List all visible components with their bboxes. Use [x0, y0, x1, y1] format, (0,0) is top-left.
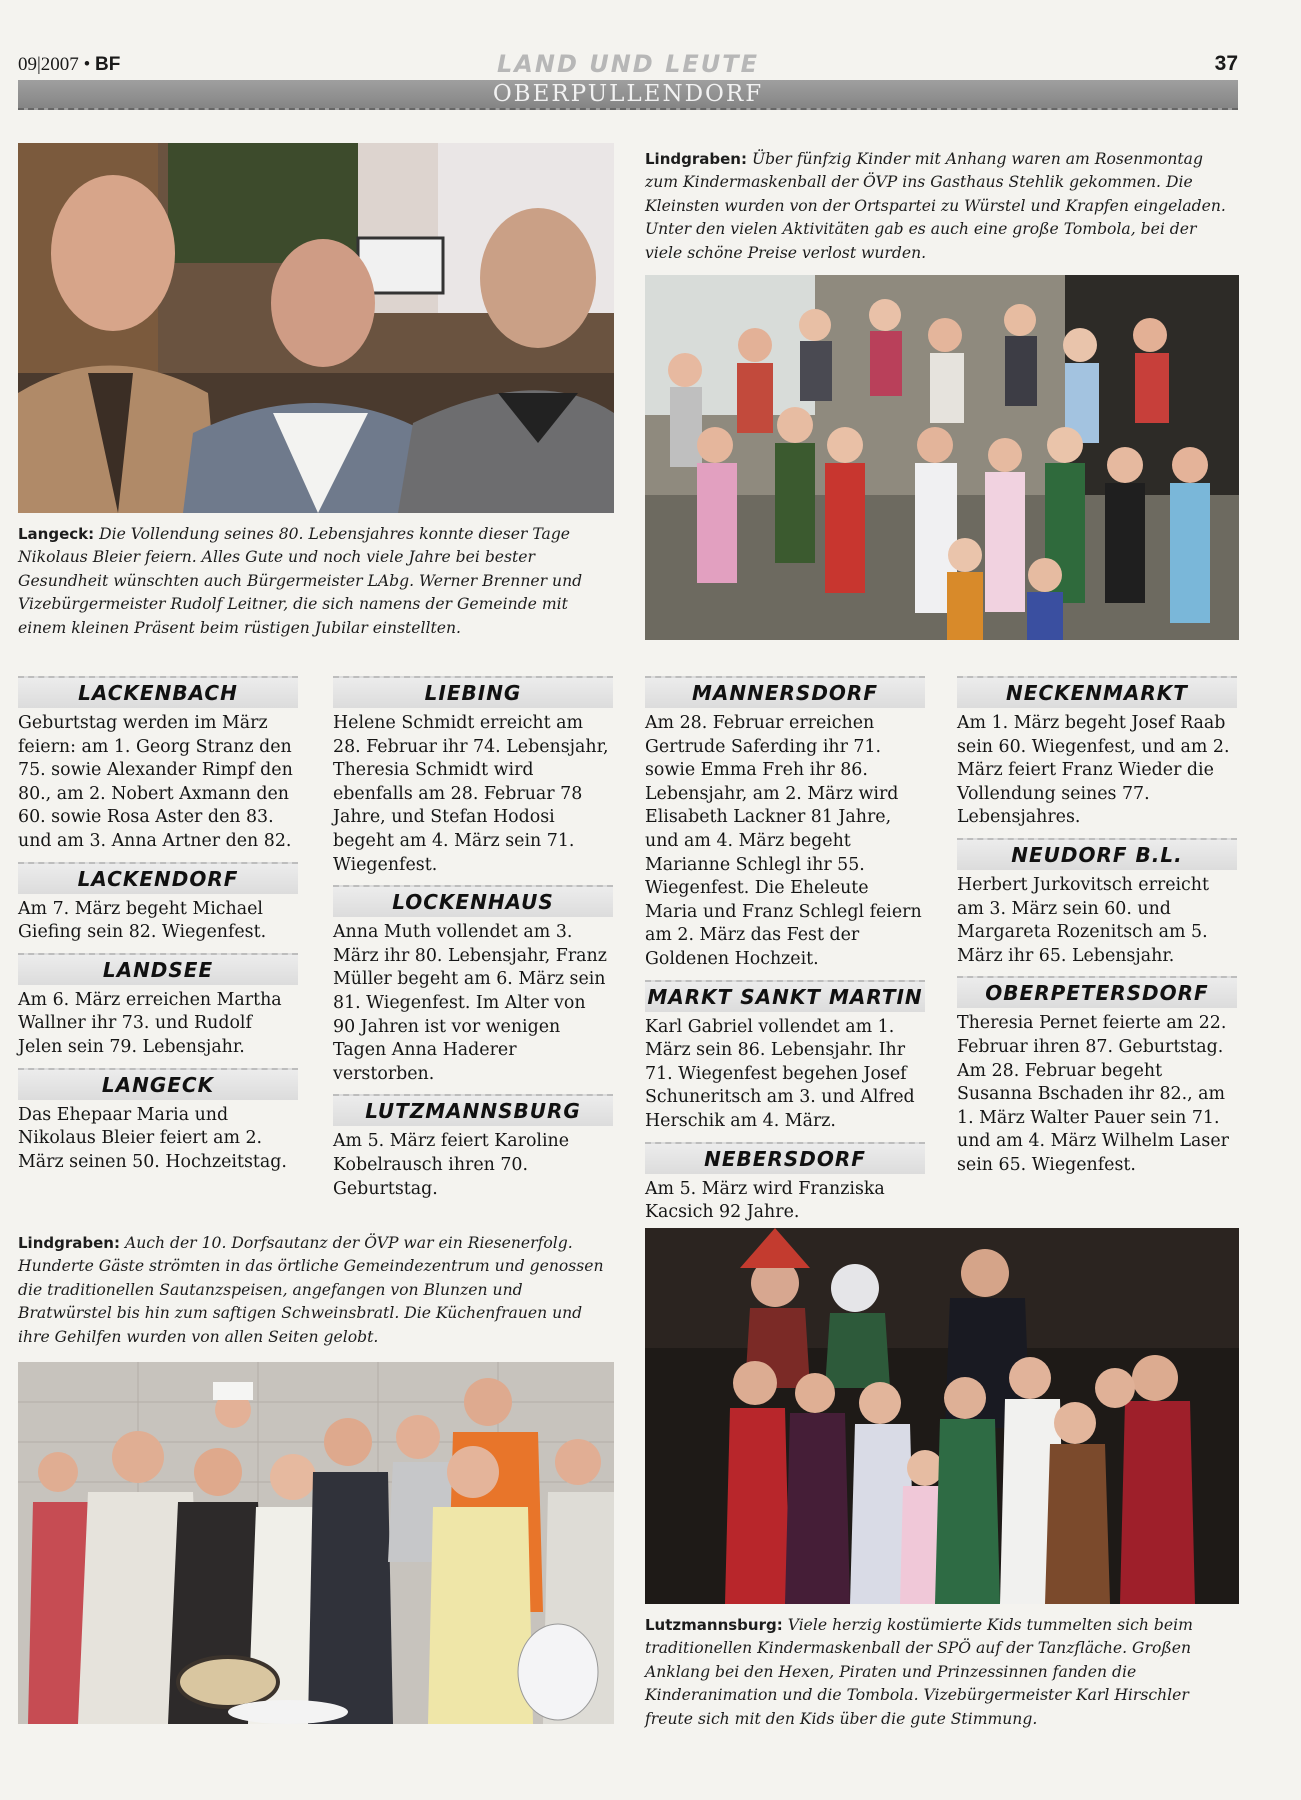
- caption-lindgraben-dorfsautanz: [18, 1232, 614, 1349]
- entry-langeck: [18, 1068, 298, 1175]
- issue-number: 09|2007: [18, 54, 79, 75]
- place-text: Theresia Pernet feierte am 22. Februar ihren 87. Geburtstag. Am 28. Februar begeht Susanna Bschaden ihr 82., am 1. März Walter Pauer sein 71. und am 4. März Wilhelm Laser sein 65. Wiegenfest.: [957, 1013, 1229, 1175]
- region-band: [18, 80, 1238, 110]
- photo-lutzmannsburg-kinder: [645, 1228, 1239, 1604]
- photo-lindgraben-kueche: [18, 1362, 614, 1724]
- place-heading: NECKENMARKT: [957, 676, 1237, 708]
- place-heading: LOCKENHAUS: [333, 885, 613, 917]
- issue-info: 09|2007 • BF: [18, 54, 121, 75]
- place-heading: MARKT SANKT MARTIN: [645, 980, 925, 1012]
- place-heading: LACKENBACH: [18, 676, 298, 708]
- caption-text: Auch der 10. Dorfsautanz der ÖVP war ein Riesenerfolg. Hunderte Gäste strömten in das örtliche Gemeindezentrum und genossen die traditionellen Sautanzspeisen, angefangen von Blunzen und Bratwürstel bis hin zum saftigen Schweinsbratl. Die Küchenfrauen und ihre Gehilfen wurden von allen Seiten gelobt.: [18, 1234, 604, 1346]
- entry-landsee: [18, 953, 298, 1060]
- section-title: LAND UND LEUTE: [496, 50, 760, 78]
- entry-lackendorf: [18, 862, 298, 945]
- place-text: Karl Gabriel vollendet am 1. März sein 86. Lebensjahr. Ihr 71. Wiegenfest begehen Josef Schuneritsch am 3. und Alfred Herschik am 4. März.: [645, 1016, 915, 1131]
- column-4: [957, 676, 1237, 1186]
- column-2: [333, 676, 613, 1209]
- place-heading: OBERPETERSDORF: [957, 976, 1237, 1008]
- page-number: 37: [1214, 52, 1238, 75]
- entry-markt-sankt-martin: [645, 980, 925, 1134]
- caption-place: Lutzmannsburg:: [645, 1616, 783, 1634]
- entry-lockenhaus: [333, 885, 613, 1086]
- caption-lindgraben-kindermaskenball: [645, 148, 1235, 265]
- entry-liebing: [333, 676, 613, 877]
- place-heading: LANGECK: [18, 1068, 298, 1100]
- photo-langeck-jubilar: [18, 143, 614, 513]
- caption-place: Langeck:: [18, 525, 95, 543]
- place-text: Am 5. März feiert Karoline Kobelrausch ihren 70. Geburtstag.: [333, 1131, 570, 1199]
- place-text: Anna Muth vollendet am 3. März ihr 80. Lebensjahr, Franz Müller begeht am 6. März sein 81. Wiegenfest. Im Alter von 90 Jahren ist vor wenigen Tagen Anna Haderer verstorben.: [333, 922, 607, 1084]
- column-3: [645, 676, 925, 1233]
- caption-text: Die Vollendung seines 80. Lebensjahres konnte dieser Tage Nikolaus Bleier feiern. Alles Gute und noch viele Jahre bei bester Gesundheit wünschten auch Bürgermeister LAbg. Werner Brenner und Vizebürgermeister Rudolf Leitner, die sich namens der Gemeinde mit einem kleinen Präsent beim rüstigen Jubilar einstellten.: [18, 525, 583, 637]
- caption-text: Über fünfzig Kinder mit Anhang waren am Rosenmontag zum Kindermaskenball der ÖVP ins Gasthaus Stehlik gekommen. Die Kleinsten wurden von der Ortspartei zu Würstel und Krapfen eingeladen. Unter den vielen Aktivitäten gab es auch eine große Tombola, bei der viele schöne Preise verlost wurden.: [645, 150, 1226, 262]
- caption-langeck: [18, 523, 614, 640]
- caption-text: Viele herzig kostümierte Kids tummelten sich beim traditionellen Kindermaskenball der SPÖ auf der Tanzfläche. Großen Anklang bei den Hexen, Piraten und Prinzessinnen fanden die Kinderanimation und die Tombola. Vizebürgermeister Karl Hirschler freute sich mit den Kids über die gute Stimmung.: [645, 1616, 1193, 1728]
- place-text: Am 28. Februar erreichen Gertrude Saferding ihr 71. sowie Emma Freh ihr 86. Lebensjahr, am 2. März wird Elisabeth Lackner 81 Jahre, und am 4. März begeht Marianne Schlegl ihr 55. Wiegenfest. Die Eheleute Maria und Franz Schlegl feiern am 2. März das Fest der Goldenen Hochzeit.: [645, 713, 922, 969]
- place-heading: LUTZMANNSBURG: [333, 1094, 613, 1126]
- photo-lindgraben-kinder: [645, 275, 1239, 640]
- caption-lutzmannsburg: [645, 1614, 1239, 1731]
- place-text: Das Ehepaar Maria und Nikolaus Bleier feiert am 2. März seinen 50. Hochzeitstag.: [18, 1104, 287, 1172]
- place-heading: LACKENDORF: [18, 862, 298, 894]
- page-header: [18, 50, 1238, 120]
- entry-lackenbach: [18, 676, 298, 854]
- place-heading: LANDSEE: [18, 953, 298, 985]
- place-text: Am 5. März wird Franziska Kacsich 92 Jahre.: [645, 1178, 885, 1223]
- place-heading: MANNERSDORF: [645, 676, 925, 708]
- place-text: Geburtstag werden im März feiern: am 1. Georg Stranz den 75. sowie Alexander Rimpf den 80., am 2. Nobert Axmann den 60. sowie Rosa Aster den 83. und am 3. Anna Artner den 82.: [18, 713, 293, 851]
- place-text: Am 1. März begeht Josef Raab sein 60. Wiegenfest, und am 2. März feiert Franz Wieder die Vollendung seines 77. Lebensjahres.: [957, 713, 1230, 828]
- publication-name: BF: [94, 54, 121, 75]
- entry-nebersdorf: [645, 1142, 925, 1225]
- entry-oberpetersdorf: [957, 976, 1237, 1177]
- entry-neudorf-bl: [957, 838, 1237, 968]
- entry-mannersdorf: [645, 676, 925, 972]
- place-heading: NEBERSDORF: [645, 1142, 925, 1174]
- entry-lutzmannsburg: [333, 1094, 613, 1201]
- place-text: Am 6. März erreichen Martha Wallner ihr 73. und Rudolf Jelen sein 79. Lebensjahr.: [18, 989, 282, 1057]
- caption-place: Lindgraben:: [645, 150, 747, 168]
- place-text: Helene Schmidt erreicht am 28. Februar ihr 74. Lebensjahr, Theresia Schmidt wird ebenfalls am 28. Februar 78 Jahre, und Stefan Hodosi begeht am 4. März sein 71. Wiegenfest.: [333, 713, 609, 875]
- caption-place: Lindgraben:: [18, 1234, 120, 1252]
- place-text: Herbert Jurkovitsch erreicht am 3. März sein 60. und Margareta Rozenitsch am 5. März ihr 65. Lebensjahr.: [957, 874, 1209, 966]
- column-1: [18, 676, 298, 1182]
- place-heading: LIEBING: [333, 676, 613, 708]
- place-heading: NEUDORF B.L.: [957, 838, 1237, 870]
- place-text: Am 7. März begeht Michael Giefing sein 82. Wiegenfest.: [18, 898, 267, 943]
- region-title: OBERPULLENDORF: [492, 81, 764, 107]
- entry-neckenmarkt: [957, 676, 1237, 830]
